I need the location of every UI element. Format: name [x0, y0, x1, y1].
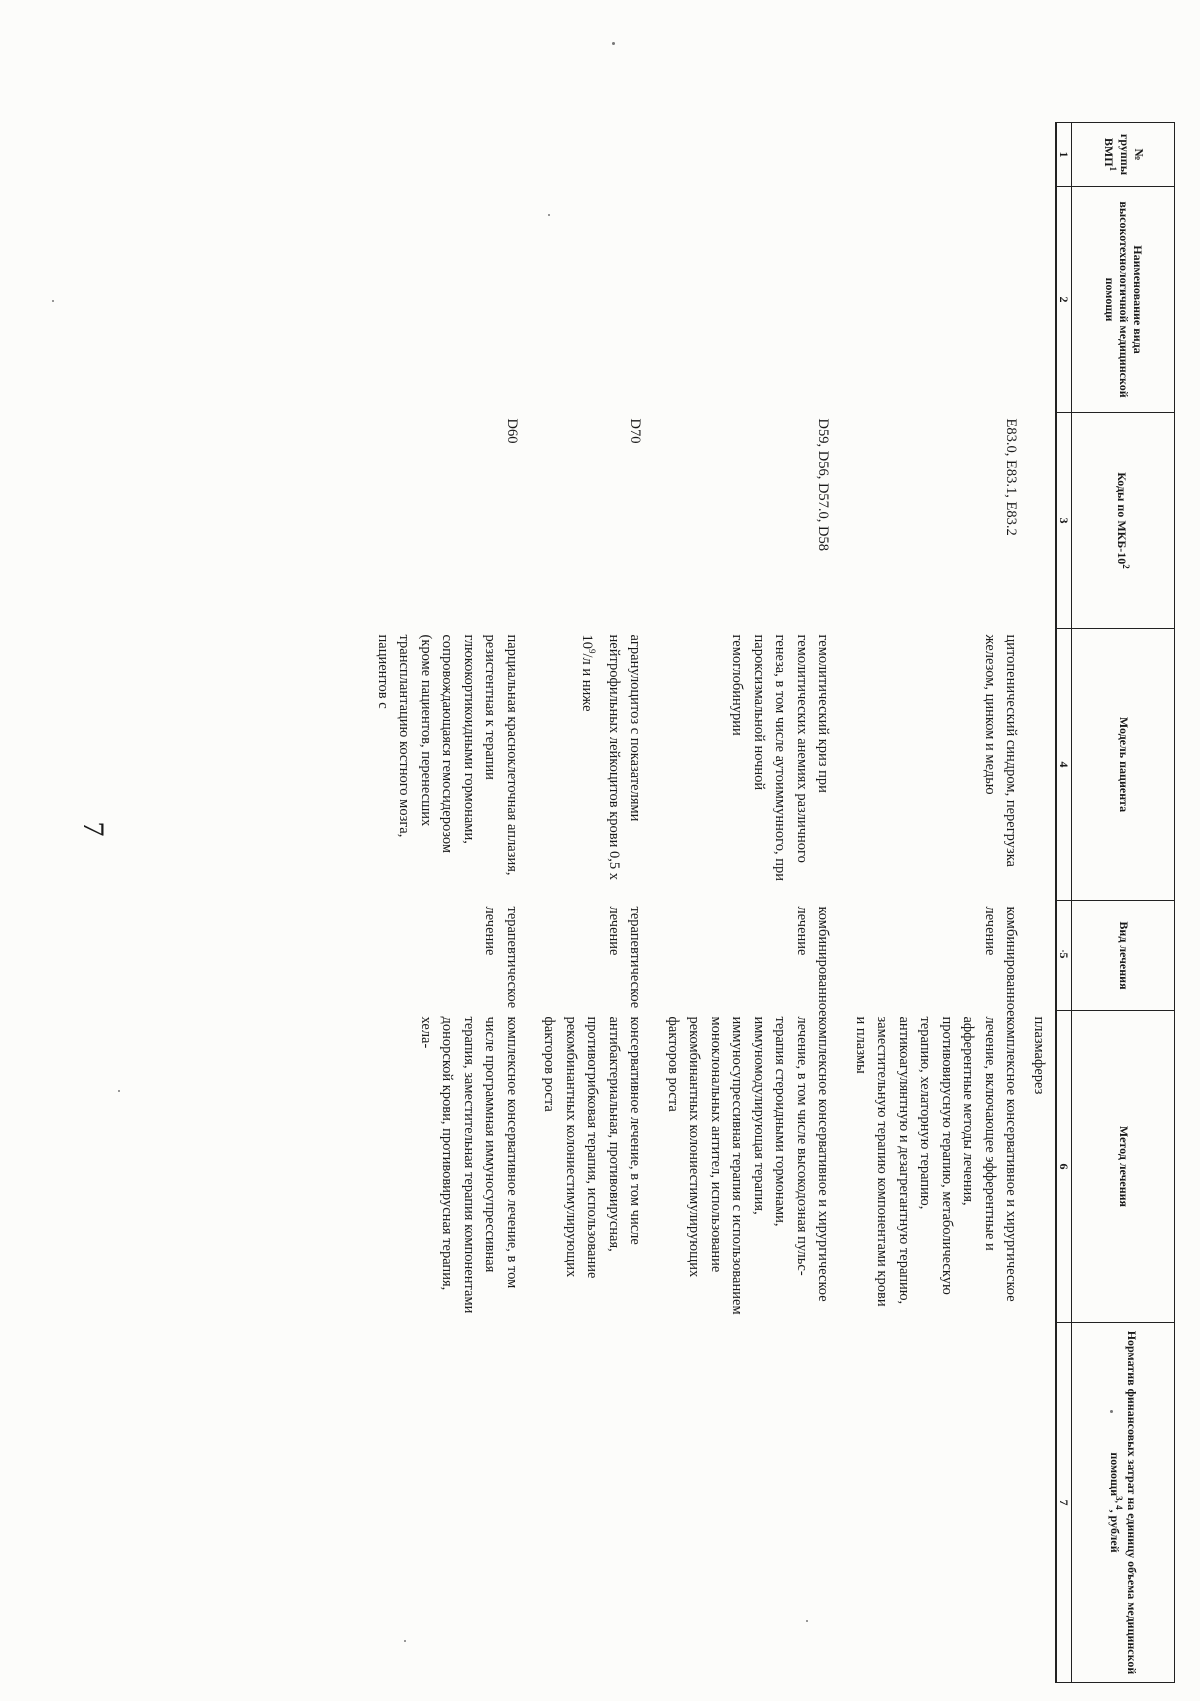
method-cell: консервативное лечение, в том числе антибактериальная, противовирусная, противогрибковая терапия, использование рекомбинантных колониестимулирующих факторов роста: [541, 1016, 644, 1279]
header-patient-model: Модель пациента: [1072, 629, 1175, 901]
patient-model-cell: цитопенический синдром, перегрузка железом, цинком и медью: [982, 634, 1020, 867]
header-treatment-method: Метод лечения: [1072, 1011, 1175, 1323]
icd-codes-cell: D59, D56, D57.0, D58: [815, 418, 832, 552]
header-care-type: Наименование вида высокотехнологичной медицинской помощи: [1072, 187, 1175, 413]
table-row: [524, 123, 648, 1683]
icd-codes-cell: D70: [627, 418, 644, 444]
table-header-row: [1072, 123, 1175, 1683]
header-group-number: № группы ВМП$^1$: [1072, 123, 1175, 187]
column-number: 6: [1056, 1011, 1072, 1323]
method-cell: комплексное консервативное и хирургическое лечение, в том числе высокодозная пульс-терапия стероидными гормонами, иммуномодулирующая терапия, иммуносупрессивная терапия с использованием моноклональных антител, использование рекомбинантных колониестимулирующих факторов роста: [665, 1016, 832, 1315]
method-cell: плазмаферез: [1031, 1016, 1047, 1095]
patient-model-cell: парциальная красноклеточная аплазия, резистентная к терапии глюкокортикоидными гормонами, сопровождающаяся гемосидерозом (кроме пациентов, перенесших трансплантацию костного мозга, пациентов с: [375, 634, 520, 876]
vmp-table: [358, 122, 1176, 1683]
scan-speck: [52, 300, 54, 302]
column-number: 5: [1056, 901, 1072, 1011]
page-number: 7: [77, 821, 110, 837]
icd-codes-cell: D60: [504, 418, 520, 444]
scan-speck: [548, 214, 550, 216]
table-row: [1024, 123, 1057, 1683]
treatment-type-cell: терапевтическое лечение: [606, 906, 644, 1009]
method-cell: комплексное консервативное лечение, в том числе программная иммуносупрессивная терапия, заместительная терапия компонентами донорской крови, противовирусная терапия, хела-: [418, 1016, 520, 1314]
treatment-type-cell: терапевтическое лечение: [482, 906, 520, 1009]
scan-speck: [118, 1090, 120, 1092]
icd-codes-cell: E83.0, E83.1, E83.2: [1003, 418, 1020, 536]
table-row: [836, 123, 1024, 1683]
patient-model-cell: агранулоцитоз с показателями нейтрофильных лейкоцитов крови 0,5 x $10^9/л$ и ниже: [579, 634, 644, 881]
scan-speck: [404, 1640, 406, 1642]
column-number: 1: [1056, 123, 1072, 187]
header-icd-codes: Коды по МКБ-$10^2$: [1072, 413, 1175, 629]
scan-speck: [612, 42, 615, 45]
treatment-type-cell: комбинированное лечение: [794, 906, 832, 1017]
column-number: 4: [1056, 629, 1072, 901]
scan-speck: [1062, 950, 1064, 952]
table-row: [358, 123, 525, 1683]
scan-speck: [806, 1620, 808, 1622]
column-number: 2: [1056, 187, 1072, 413]
rotated-table-sheet: [255, 122, 1175, 1682]
method-cell: комплексное консервативное и хирургическое лечение, включающее эфферентные и афферентные методы лечения, противовирусную терапию, метаболическую терапию, хелаторную терапию, антикоагулянтную и дезагрегантную терапию, заместительную терапию компонентами крови и плазмы: [853, 1016, 1020, 1307]
table-row: [648, 123, 836, 1683]
patient-model-cell: гемолитический криз при гемолитических анемиях различного генеза, в том числе аутоиммунного, при пароксизмальной ночной гемоглобинурии: [729, 634, 832, 881]
header-treatment-type: Вид лечения: [1072, 901, 1175, 1011]
column-number: 7: [1056, 1323, 1072, 1683]
column-number-row: [1056, 123, 1072, 1683]
column-number: 3: [1056, 413, 1072, 629]
treatment-type-cell: комбинированное лечение: [982, 906, 1020, 1017]
header-cost-standard: Норматив финансовых затрат на единицу объема медицинской помощи$^{3, 4}$, рублей: [1072, 1323, 1175, 1683]
scan-speck: [1110, 1410, 1113, 1413]
